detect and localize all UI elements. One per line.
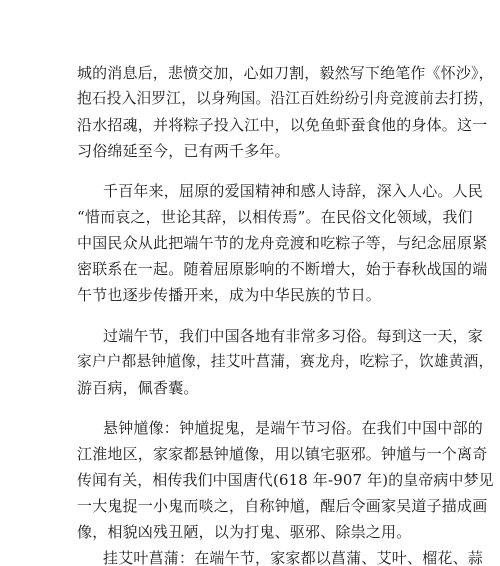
- text-line: 密联系在一起。随着屈原影响的不断增大，始于春秋战国的端: [77, 260, 488, 279]
- text-line: 江淮地区，家家都悬钟馗像，用以镇宅驱邪。钟馗与一个离奇: [77, 444, 488, 463]
- text-line: 过端午节，我们中国各地有非常多习俗。每到这一天，家: [103, 326, 484, 345]
- text-line: 中国民众从此把端午节的龙舟竞渡和吃粽子等，与纪念屈原紧: [77, 234, 488, 253]
- text-line: 游百病，佩香囊。: [77, 378, 199, 397]
- text-line: 家户户都悬钟馗像，挂艾叶菖蒲，赛龙舟，吃粽子，饮雄黄酒，: [77, 352, 494, 370]
- text-line: 传闻有关，相传我们中国唐代(618 年-907 年)的皇帝病中梦见: [77, 470, 494, 489]
- text-line: 习俗绵延至今，已有两千多年。: [77, 142, 290, 161]
- text-line: 千百年来，屈原的爱国精神和感人诗辞，深入人心。人民: [103, 181, 484, 200]
- text-line: “惜而哀之，世论其辞，以相传焉”。在民俗文化领域，我们: [77, 208, 473, 226]
- text-line: 像，相貌凶残丑陋，以为打鬼、驱邪、除祟之用。: [77, 522, 412, 541]
- text-line: 悬钟馗像：钟馗捉鬼，是端午节习俗。在我们中国中部的: [103, 418, 484, 437]
- text-line: 一大鬼捉一小鬼而啖之，自称钟馗，醒后令画家吴道子描成画: [77, 496, 488, 515]
- text-line: 午节也逐步传播开来，成为中华民族的节日。: [77, 286, 382, 305]
- text-line: 抱石投入汨罗江，以身殉国。沿江百姓纷纷引舟竞渡前去打捞，: [77, 90, 494, 108]
- text-line: 城的消息后，悲愤交加，心如刀割，毅然写下绝笔作《怀沙》，: [77, 64, 494, 82]
- text-line: 沿水招魂，并将粽子投入江中，以免鱼虾蚕食他的身体。这一: [77, 116, 488, 135]
- text-line: 挂艾叶菖蒲：在端午节，家家都以菖蒲、艾叶、榴花、蒜: [103, 549, 484, 566]
